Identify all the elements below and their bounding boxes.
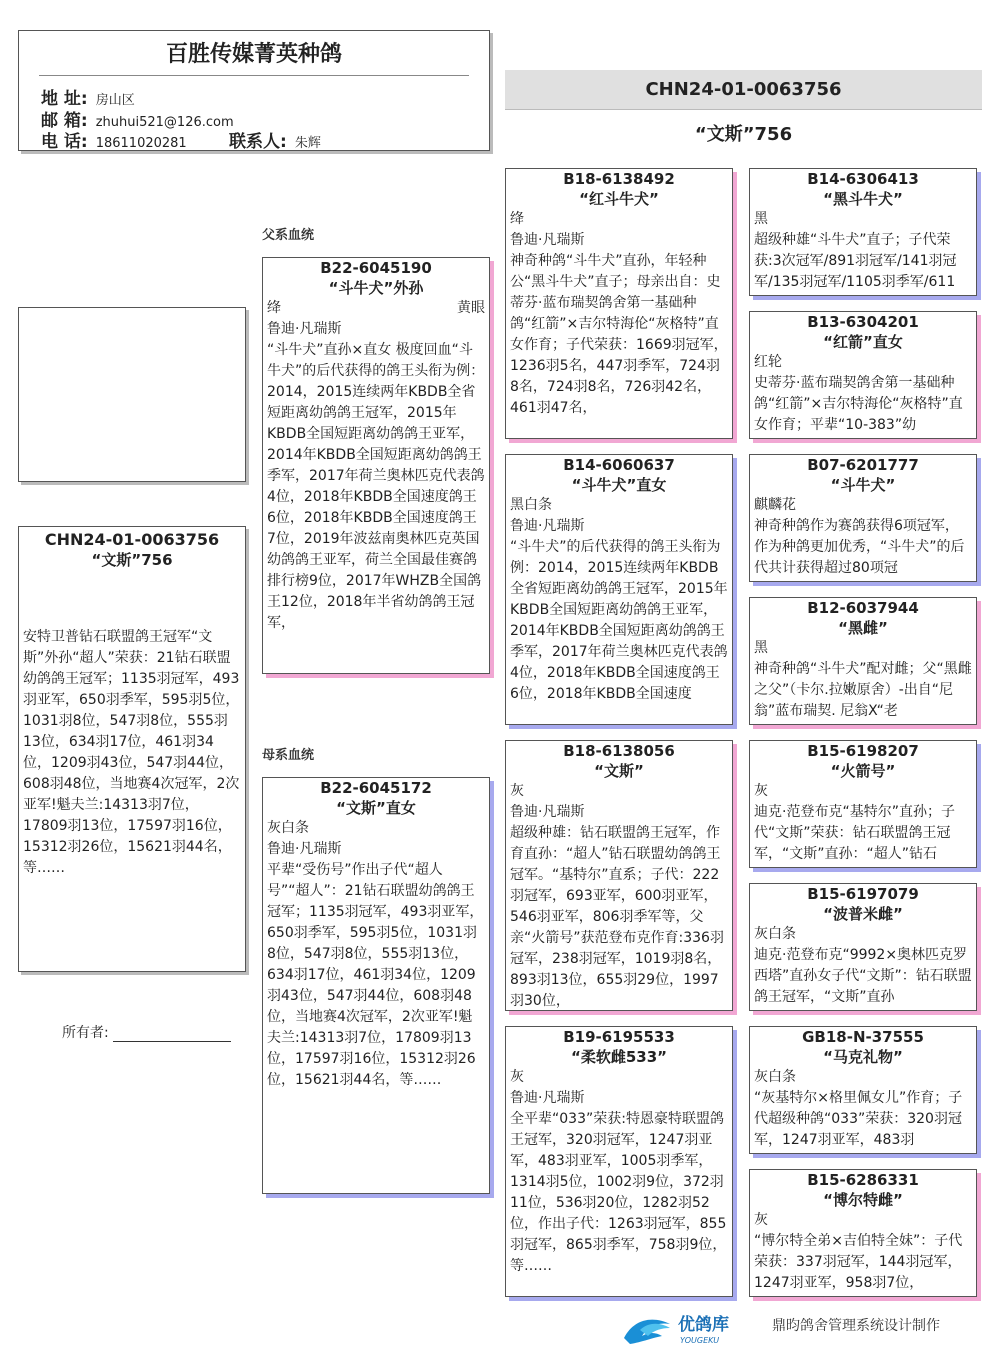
- dam-ring: B22-6045172: [320, 779, 432, 797]
- gen4-name: “黑斗牛犬”: [823, 190, 903, 208]
- gen4-card: [749, 883, 977, 1011]
- dam-description: 平辈“受伤号”作出子代“超人号”“超人”：21钻石联盟幼鸽鸽王冠军；1135羽冠军，493羽亚军，650羽季军，595羽5位，1031羽8位，547羽8位，555羽13位，634羽17位，461羽34位，1209羽43位，547羽44位，608羽48位，当地赛4次冠军，2次亚军!魁夫兰:14313羽7位，17809羽13位，17597羽16位，15312羽26位，15621羽44名，等……: [267, 862, 484, 1088]
- address-label: 地 址:: [41, 89, 88, 109]
- gen3-ring: B18-6138492: [563, 170, 675, 188]
- gen4-color: 红轮: [754, 354, 782, 370]
- gen4-name: “波普米雌”: [823, 905, 903, 923]
- grandsire-paternal-card: [505, 168, 733, 439]
- pigeon-ring-band: [505, 70, 982, 110]
- sire-line-label: 父系血统: [262, 228, 315, 243]
- gen4-ring: B15-6198207: [807, 742, 919, 760]
- email-label: 邮 箱:: [41, 111, 88, 131]
- sire-color: 绛: [267, 300, 281, 316]
- gen4-card: [749, 168, 977, 296]
- owner-label: 所有者:: [62, 1025, 109, 1041]
- gen4-ring: B13-6304201: [807, 313, 919, 331]
- granddam-paternal-card: [505, 454, 733, 725]
- phone-row: [41, 127, 187, 152]
- gen4-ring: B07-6201777: [807, 456, 919, 474]
- gen4-ring: B15-6286331: [807, 1171, 919, 1189]
- dam-line-label: 母系血统: [262, 748, 315, 763]
- gen3-ring: B18-6138056: [563, 742, 675, 760]
- dam-breeder: 鲁迪·凡瑞斯: [267, 841, 342, 857]
- yougeku-logo: [620, 1308, 760, 1348]
- gen3-description: 全平辈“033”荣获:特恩豪特联盟鸽王冠军，320羽冠军，1247羽亚军，483羽亚军，1005羽季军，1314羽5位，1002羽9位，372羽11位，536羽20位，1282羽52位，作出子代：1263羽冠军，855羽冠军，865羽季军，758羽9位，等……: [510, 1111, 727, 1274]
- gen3-description: 神奇种鸽“斗牛犬”直孙，年轻种公“黑斗牛犬”直子；母亲出自：史蒂芬·蓝布瑞契鸽舍第一基础种鸽“红箭”×吉尔特海伦“灰格特”直女作育；子代荣获：1669羽冠军，1236羽5名，447羽季军，724羽8名，724羽8名，726羽42名，461羽47名，: [510, 253, 728, 416]
- gen4-description: “灰基特尔×格里佩女儿”作育；子代超级种鸽“033”荣获：320羽冠军，1247羽亚军，483羽: [754, 1090, 963, 1148]
- gen3-name: “红斗牛犬”: [579, 190, 659, 208]
- gen3-name: “柔软雌533”: [570, 1048, 668, 1066]
- gen3-description: 超级种雄：钻石联盟鸽王冠军，作育直孙：“超人”钻石联盟幼鸽鸽王冠军。“基特尔”直系；子代：222羽冠军，693亚军，600羽亚军，546羽亚军，806羽季军等，父亲“火箭号”获范登布克作育:336羽冠军，238羽冠军，1019羽8名，893羽13位，655羽29位，1997羽30位，: [510, 825, 724, 1009]
- sire-eye: 黄眼: [457, 300, 485, 316]
- granddam-maternal-card: [505, 1026, 733, 1297]
- subject-ring: CHN24-01-0063756: [44, 530, 220, 549]
- sire-card: [262, 257, 490, 674]
- logo-subtext: YOUGEKU: [680, 1336, 720, 1345]
- sire-color-row: [267, 298, 485, 319]
- gen4-description: 迪克·范登布克“基特尔”直孙；子代“文斯”荣获：钻石联盟鸽王冠军，“文斯”直孙：“超人”钻石: [754, 804, 955, 862]
- loft-title: 百胜传媒菁英种鸽: [165, 42, 342, 67]
- gen4-color: 灰白条: [754, 926, 796, 942]
- gen3-ring: B14-6060637: [563, 456, 675, 474]
- subject-name: “文斯”756: [91, 551, 173, 569]
- gen4-description: 神奇种鸽作为赛鸽获得6项冠军，作为种鸽更加优秀，“斗牛犬”的后代共计获得超过80项冠: [754, 518, 965, 576]
- gen4-ring: B12-6037944: [807, 599, 919, 617]
- sire-description: “斗牛犬”直孙×直女 极度回血“斗牛犬”的后代获得的鸽王头衔为例：2014，2015连续两年KBDB全省短距离幼鸽鸽王冠军，2015年KBDB全国短距离幼鸽鸽王亚军，2014年KBDB全国短距离幼鸽鸽王季军，2017年荷兰奥林匹克代表鸽4位，2018年KBDB全国速度鸽王6位，2018年KBDB全国速度鸽王7位，2019年波兹南奥林匹克英国幼鸽鸽王亚军，荷兰全国最佳赛鸽排行榜9位，2017年WHZB全国鸽王12位，2018年半省幼鸽鸽王冠军，: [267, 342, 485, 631]
- logo-text: 优鸽库: [678, 1315, 729, 1335]
- gen4-description: 超级种雄“斗牛犬”直子；子代荣获:3次冠军/891羽冠军/141羽冠军/135羽冠军/1105羽季军/611: [754, 232, 957, 290]
- owner-blank-line: [113, 1027, 231, 1042]
- gen4-description: “博尔特全弟×吉伯特全妹”：子代荣获：337羽冠军，144羽冠军，1247羽亚军，958羽7位，: [754, 1233, 963, 1291]
- gen3-name: “文斯”: [594, 762, 644, 780]
- gen4-color: 灰白条: [754, 1069, 796, 1085]
- contact-value: 朱辉: [294, 136, 321, 151]
- gen4-description: 迪克·范登布克“9992×奥林匹克罗西塔”直孙女子代“文斯”：钻石联盟鸽王冠军，“文斯”直孙: [754, 947, 972, 1005]
- gen4-name: “马克礼物”: [823, 1048, 903, 1066]
- pigeon-name: “文斯”756: [694, 124, 793, 145]
- sire-breeder: 鲁迪·凡瑞斯: [267, 321, 342, 337]
- subject-description: 安特卫普钻石联盟鸽王冠军“文斯”外孙“超人”荣获：21钻石联盟幼鸽鸽王冠军；1135羽冠军，493羽亚军，650羽季军，595羽5位，1031羽8位，547羽8位，555羽13位，634羽17位，461羽34位，1209羽43位，547羽44位，608羽48位，当地赛4次冠军，2次亚军!魁夫兰:14313羽7位，17809羽13位，17597羽16位，15312羽26位，15621羽44名，等……: [23, 629, 240, 876]
- pigeon-photo-placeholder: [18, 307, 246, 482]
- gen4-ring: B14-6306413: [807, 170, 919, 188]
- phone-label: 电 话:: [41, 132, 88, 152]
- gen4-description: 史蒂芬·蓝布瑞契鸽舍第一基础种鸽“红箭”×吉尔特海伦“灰格特”直女作育；平辈“10-383”幼: [754, 375, 963, 433]
- footer-credit: 鼎昀鸽舍管理系统设计制作: [772, 1318, 940, 1334]
- gen4-card: [749, 1169, 977, 1297]
- contact-label: 联系人:: [229, 132, 287, 152]
- gen3-color: 灰: [510, 783, 524, 799]
- gen4-name: “博尔特雌”: [823, 1191, 903, 1209]
- pigeon-logo-icon: [620, 1308, 760, 1348]
- gen3-breeder: 鲁迪·凡瑞斯: [510, 232, 585, 248]
- gen4-description: 神奇种鸽“斗牛犬”配对雌；父“黑雌之父”（卡尔.拉嫩原舍）-出自“尼翁”蓝布瑞契. 尼翁X“老: [754, 661, 972, 719]
- gen4-ring: GB18-N-37555: [802, 1028, 924, 1046]
- owner-field: [62, 1022, 231, 1042]
- address-value: 房山区: [95, 93, 135, 108]
- subject-card: [18, 526, 246, 972]
- dam-name: “文斯”直女: [336, 799, 416, 817]
- gen4-color: 麒麟花: [754, 497, 796, 513]
- dam-color: 灰白条: [267, 820, 309, 836]
- gen3-color: 黑白条: [510, 497, 552, 513]
- grandsire-maternal-card: [505, 740, 733, 1011]
- gen3-color: 灰: [510, 1069, 524, 1085]
- gen4-card: [749, 1026, 977, 1154]
- gen3-color: 绛: [510, 211, 524, 227]
- sire-ring: B22-6045190: [320, 259, 432, 277]
- loft-header: [18, 30, 490, 151]
- sire-name: “斗牛犬”外孙: [328, 279, 424, 297]
- gen4-color: 黑: [754, 640, 768, 656]
- phone-value: 18611020281: [95, 136, 187, 151]
- gen4-card: [749, 454, 977, 582]
- gen4-card: [749, 597, 977, 725]
- dam-card: [262, 777, 490, 1194]
- gen4-color: 灰: [754, 1212, 768, 1228]
- gen3-breeder: 鲁迪·凡瑞斯: [510, 518, 585, 534]
- gen4-color: 黑: [754, 211, 768, 227]
- gen4-name: “红箭”直女: [823, 333, 903, 351]
- pigeon-ring: CHN24-01-0063756: [645, 79, 842, 100]
- gen4-name: “黑雌”: [838, 619, 888, 637]
- gen3-breeder: 鲁迪·凡瑞斯: [510, 804, 585, 820]
- gen3-ring: B19-6195533: [563, 1028, 675, 1046]
- gen4-color: 灰: [754, 783, 768, 799]
- gen4-name: “斗牛犬”: [830, 476, 896, 494]
- gen4-name: “火箭号”: [830, 762, 896, 780]
- header-divider: [39, 75, 469, 76]
- gen4-card: [749, 740, 977, 868]
- gen4-card: [749, 311, 977, 439]
- gen3-name: “斗牛犬”直女: [571, 476, 667, 494]
- contact-row: [229, 127, 321, 152]
- email-value: zhuhui521@126.com: [95, 115, 234, 130]
- gen3-description: “斗牛犬”的后代获得的鸽王头衔为例：2014，2015连续两年KBDB全省短距离幼鸽鸽王冠军，2015年KBDB全国短距离幼鸽鸽王亚军，2014年KBDB全国短距离幼鸽鸽王季军，2017年荷兰奥林匹克代表鸽4位，2018年KBDB全国速度鸽王6位，2018年KBDB全国速度: [510, 539, 728, 702]
- gen4-ring: B15-6197079: [807, 885, 919, 903]
- gen3-breeder: 鲁迪·凡瑞斯: [510, 1090, 585, 1106]
